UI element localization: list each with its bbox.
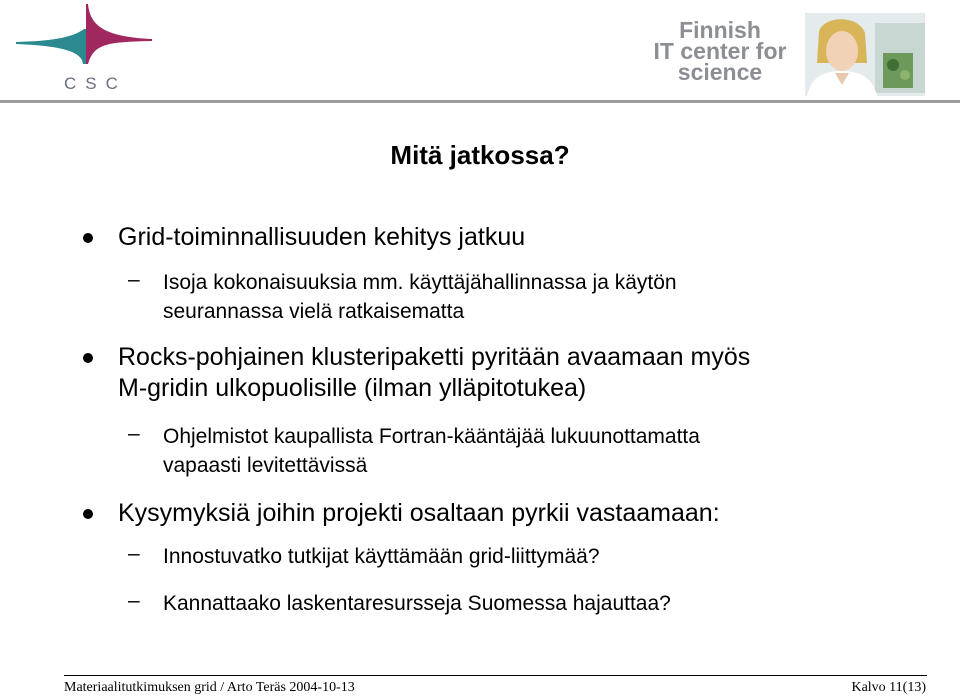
tagline [640, 17, 800, 85]
list-item: Grid-toiminnallisuuden kehitys jatkuu [118, 223, 526, 251]
logo-text: CSC [64, 74, 127, 93]
footer-divider [64, 675, 927, 676]
tagline-line: IT center for [653, 38, 787, 64]
tagline-line: science [677, 59, 763, 85]
footer-author-date: Materiaalitutkimuksen grid / Arto Teräs 2004-10-13 [64, 680, 355, 695]
bullet-icon [83, 509, 93, 519]
list-item: Kannattaako laskentaresursseja Suomessa hajauttaa? [163, 592, 671, 615]
scientist-photo [805, 13, 925, 96]
slide-header [0, 0, 960, 100]
dash-icon: – [128, 542, 140, 565]
list-item: Ohjelmistot kaupallista Fortran-kääntäjää lukuunottamatta [163, 425, 700, 448]
list-item: Rocks-pohjainen klusteripaketti pyritään avaamaan myös [118, 343, 751, 371]
slide-number: Kalvo 11(13) [851, 680, 926, 695]
tagline-line: Finnish [679, 17, 761, 43]
slide-title: Mitä jatkossa? [390, 140, 570, 170]
list-item: Isoja kokonaisuuksia mm. käyttäjähallinnassa ja käytön [163, 271, 677, 294]
dash-icon: – [128, 422, 140, 445]
list-item: Innostuvatko tutkijat käyttämään grid-liittymää? [163, 545, 600, 568]
bullet-icon [83, 233, 93, 243]
list-item: seurannassa vielä ratkaisematta [163, 300, 465, 323]
list-item: M-gridin ulkopuolisille (ilman ylläpitotukea) [118, 374, 587, 402]
bullet-icon [83, 353, 93, 363]
list-item: Kysymyksiä joihin projekti osaltaan pyrkii vastaamaan: [118, 499, 720, 527]
header-divider [0, 100, 960, 103]
dash-icon: – [128, 268, 140, 291]
dash-icon: – [128, 589, 140, 612]
list-item: vapaasti levitettävissä [163, 454, 368, 477]
